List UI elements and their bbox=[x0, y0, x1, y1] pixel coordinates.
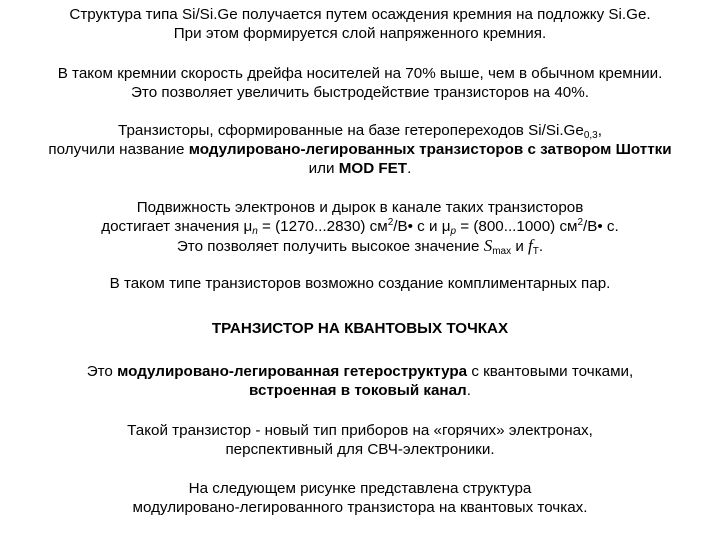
text-line: перспективный для СВЧ-электроники. bbox=[225, 441, 495, 458]
text-run: = (1270...2830) см bbox=[257, 218, 388, 235]
text-line: модулировано-легированного транзистора на квантовых точках. bbox=[132, 499, 588, 516]
text-run: Транзисторы, сформированные на базе гетеропереходов Si/Si.Ge bbox=[118, 122, 584, 139]
text-run: /В• с и μ bbox=[393, 218, 451, 235]
bold-term: модулировано-легированных транзисторов с затвором Шоттки bbox=[188, 141, 672, 158]
text-line bbox=[0, 159, 720, 178]
subscript-t: T bbox=[532, 246, 539, 257]
text-line: Подвижность электронов и дырок в канале таких транзисторов bbox=[136, 199, 584, 216]
text-line: Структура типа Si/Si.Ge получается путем осаждения кремния на подложку Si.Ge. bbox=[69, 6, 651, 23]
text-run: . bbox=[538, 238, 544, 255]
paragraph-sige-structure bbox=[0, 5, 720, 43]
text-line: На следующем рисунке представлена структура bbox=[188, 480, 532, 497]
subscript-composition: 0,3 bbox=[583, 130, 598, 141]
subscript-n: n bbox=[252, 226, 258, 237]
text-run: Это позволяет получить высокое значение bbox=[176, 238, 484, 255]
paragraph-mod-fet bbox=[0, 121, 720, 178]
paragraph-hot-electrons bbox=[0, 421, 720, 459]
paragraph-next-figure bbox=[0, 479, 720, 517]
text-line bbox=[0, 121, 720, 140]
symbol-f: f bbox=[528, 236, 533, 255]
heading-text: ТРАНЗИСТОР НА КВАНТОВЫХ ТОЧКАХ bbox=[211, 320, 509, 337]
text-line bbox=[0, 217, 720, 236]
text-line bbox=[0, 140, 720, 159]
text-run: достигает значения μ bbox=[101, 218, 253, 235]
text-line: Такой транзистор - новый тип приборов на «горячих» электронах, bbox=[127, 422, 593, 439]
bold-term: встроенная в токовый канал bbox=[249, 382, 467, 399]
paragraph-complementary bbox=[0, 274, 720, 293]
subscript-p: p bbox=[450, 226, 457, 237]
text-run: и bbox=[511, 238, 529, 255]
text-run: Это bbox=[86, 363, 118, 380]
text-run: . bbox=[407, 160, 412, 177]
superscript-2: 2 bbox=[387, 217, 394, 228]
text-line: Это позволяет увеличить быстродействие транзисторов на 40%. bbox=[131, 84, 589, 101]
text-line bbox=[0, 236, 720, 256]
text-run: с квантовыми точками, bbox=[467, 363, 634, 380]
section-heading bbox=[0, 319, 720, 338]
text-run: или bbox=[308, 160, 339, 177]
subscript-max: max bbox=[492, 246, 512, 257]
superscript-2: 2 bbox=[577, 217, 584, 228]
symbol-s: S bbox=[483, 236, 493, 255]
text-line: В таком типе транзисторов возможно создание комплиментарных пар. bbox=[109, 275, 611, 292]
text-line: При этом формируется слой напряженного кремния. bbox=[173, 25, 547, 42]
text-run: = (800...1000) см bbox=[456, 218, 578, 235]
bold-term: модулировано-легированная гетероструктура bbox=[117, 363, 468, 380]
text-line bbox=[0, 362, 720, 381]
text-run: /В• с. bbox=[583, 218, 619, 235]
paragraph-quantum-dots bbox=[0, 362, 720, 400]
text-line: В таком кремнии скорость дрейфа носителей на 70% выше, чем в обычном кремнии. bbox=[57, 65, 663, 82]
text-line bbox=[0, 381, 720, 400]
paragraph-drift-speed bbox=[0, 64, 720, 102]
text-run: . bbox=[466, 382, 471, 399]
paragraph-mobility bbox=[0, 198, 720, 256]
text-run: , bbox=[597, 122, 602, 139]
bold-term: MOD FET bbox=[338, 160, 408, 177]
text-run: получили название bbox=[48, 141, 189, 158]
